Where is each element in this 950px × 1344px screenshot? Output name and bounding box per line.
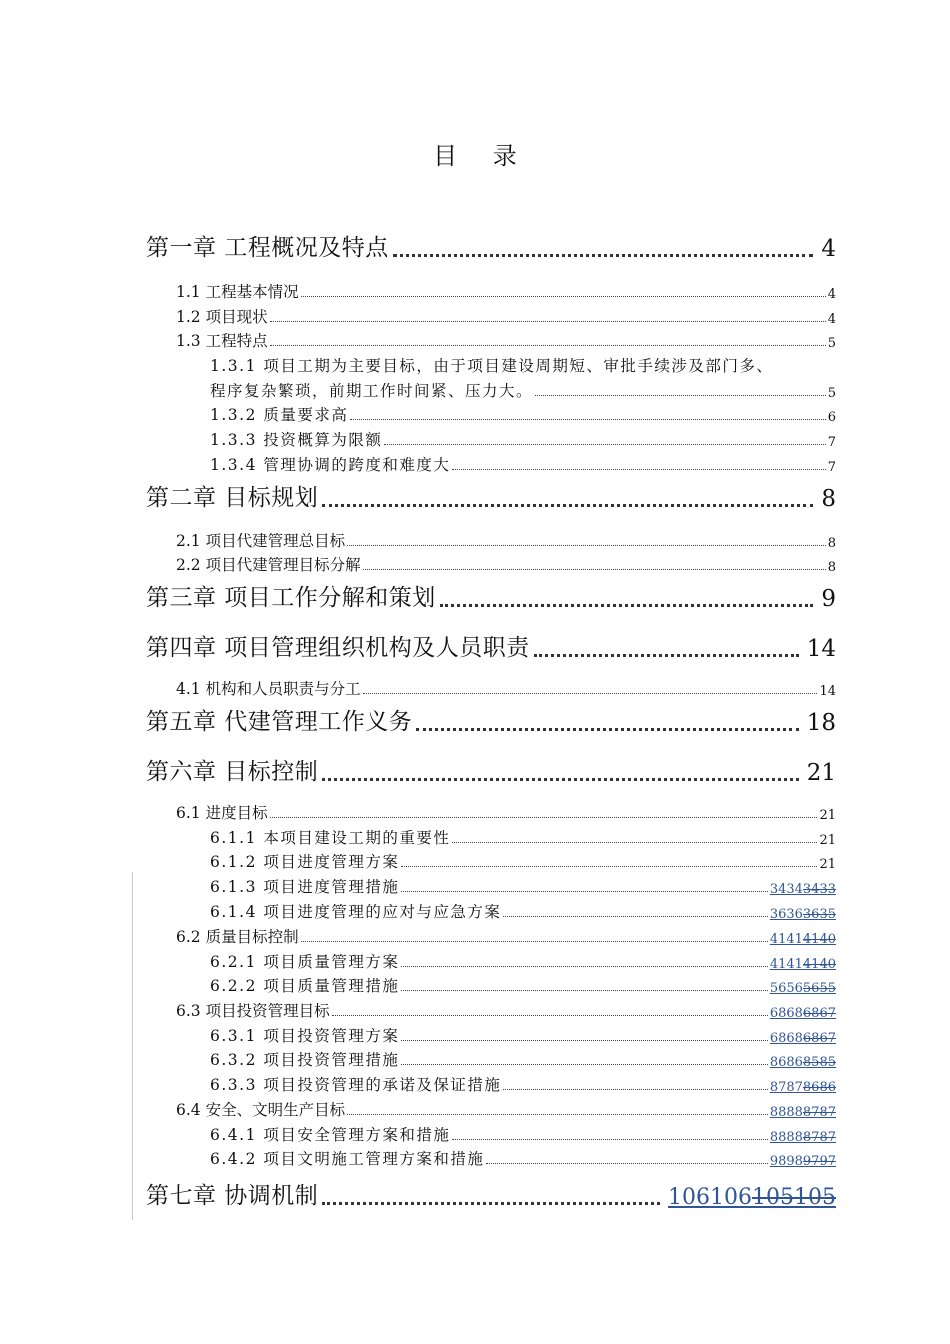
toc-page-number[interactable] [668, 1185, 836, 1210]
toc-entry-label: 6.2 质量目标控制 [176, 928, 299, 946]
page-number-inserted: 8686 [769, 1055, 803, 1070]
page-number-inserted: 8888 [769, 1105, 803, 1120]
page-number-deleted: 5655 [802, 981, 836, 996]
page-number-inserted: 6868 [769, 1006, 803, 1021]
toc-entry-label: 2.2 项目代建管理目标分解 [176, 556, 361, 574]
toc-dot-leader [270, 345, 826, 346]
toc-page-number [807, 710, 836, 736]
toc-entry-label: 6.2.1 项目质量管理方案 [210, 953, 400, 971]
toc-dot-leader [401, 1064, 767, 1065]
page-number-inserted: 8 [827, 536, 836, 551]
page-number-inserted: 9898 [769, 1154, 803, 1169]
toc-dot-leader [416, 728, 798, 731]
toc-entry-label: 1.3 工程特点 [176, 332, 268, 350]
toc-dot-leader [401, 891, 767, 892]
toc-entry-label: 2.1 项目代建管理总目标 [176, 532, 346, 550]
toc-entry-label: 6.3.1 项目投资管理方案 [210, 1027, 400, 1045]
toc-entry[interactable] [210, 449, 836, 475]
toc-dot-leader [503, 1089, 767, 1090]
page-number-inserted: 6868 [769, 1031, 803, 1046]
toc-dot-leader [322, 1202, 660, 1205]
toc-dot-leader [363, 693, 818, 694]
page-number-deleted: 8787 [802, 1105, 836, 1120]
toc-dot-leader [301, 296, 826, 297]
toc-entry[interactable] [210, 871, 836, 897]
toc-dot-leader [350, 419, 825, 420]
toc-entry-label: 6.3.2 项目投资管理措施 [210, 1051, 400, 1069]
toc-entry-label: 1.3.4 管理协调的跨度和难度大 [210, 456, 451, 474]
page-number-deleted: 4140 [802, 932, 836, 947]
toc-page-number[interactable] [770, 932, 836, 947]
toc-page-number [828, 460, 836, 475]
toc-dot-leader [452, 1139, 767, 1140]
toc-entry[interactable] [176, 525, 836, 551]
page-number-inserted: 18 [806, 710, 836, 736]
toc-entry[interactable] [146, 760, 836, 786]
toc-page-number[interactable] [770, 1080, 836, 1095]
toc-page-number[interactable] [770, 1154, 836, 1169]
page-number-inserted: 14 [819, 684, 836, 699]
toc-entry-label: 4.1 机构和人员职责与分工 [176, 680, 361, 698]
toc-dot-leader [440, 604, 814, 607]
page-number-inserted: 4 [827, 312, 836, 327]
toc-entry[interactable] [210, 1143, 836, 1169]
toc-entry[interactable] [210, 946, 836, 972]
toc-entry-label: 6.1.4 项目进度管理的应对与应急方案 [210, 903, 502, 921]
toc-page-number [819, 808, 836, 823]
toc-entry[interactable] [146, 1184, 836, 1210]
page-number-inserted: 5 [827, 386, 836, 401]
toc-page-number[interactable] [770, 1105, 836, 1120]
page-number-deleted: 6867 [802, 1006, 836, 1021]
toc-dot-leader [347, 1114, 768, 1115]
page-number-deleted: 105105 [752, 1185, 836, 1210]
toc-page-number[interactable] [770, 882, 836, 897]
toc-entry[interactable] [210, 1044, 836, 1070]
toc-entry-label: 第四章 项目管理组织机构及人员职责 [146, 635, 530, 661]
toc-dot-leader [401, 966, 767, 967]
toc-dot-leader [486, 1163, 767, 1164]
toc-entry[interactable] [146, 486, 836, 512]
page-number-inserted: 21 [819, 857, 836, 872]
page-number-inserted: 14 [806, 636, 836, 662]
toc-entry-label: 1.3.1 项目工期为主要目标，由于项目建设周期短、审批手续涉及部门多、 [210, 357, 774, 375]
page-number-deleted: 3433 [802, 882, 836, 897]
toc-page-number [828, 560, 836, 575]
page-number-deleted: 9797 [802, 1154, 836, 1169]
page-number-deleted: 3635 [802, 907, 836, 922]
toc-dot-leader [393, 254, 814, 257]
page-number-inserted: 3434 [769, 882, 803, 897]
toc-dot-leader [535, 395, 826, 396]
toc-entry-label: 6.4.2 项目文明施工管理方案和措施 [210, 1150, 485, 1168]
toc-page-number [828, 435, 836, 450]
toc-entry-label: 1.1 工程基本情况 [176, 283, 299, 301]
toc-entry[interactable] [176, 549, 836, 575]
toc-entry[interactable] [176, 797, 836, 823]
toc-entry-label: 第七章 协调机制 [146, 1183, 319, 1209]
toc-entry[interactable] [146, 236, 836, 262]
toc-entry[interactable] [210, 822, 836, 848]
toc-entry-label: 6.1 进度目标 [176, 804, 268, 822]
toc-dot-leader [534, 654, 799, 657]
toc-entry-label: 1.3.3 投资概算为限额 [210, 431, 383, 449]
toc-entry[interactable] [210, 350, 836, 376]
toc-entry-label: 6.3.3 项目投资管理的承诺及保证措施 [210, 1076, 502, 1094]
toc-entry[interactable] [176, 1094, 836, 1120]
toc-page-number[interactable] [770, 981, 836, 996]
toc-page-number [821, 236, 836, 262]
toc-page-number [828, 336, 836, 351]
toc-dot-leader [332, 1015, 768, 1016]
toc-dot-leader [401, 990, 767, 991]
toc-page-number [821, 486, 836, 512]
toc-page-number[interactable] [770, 907, 836, 922]
toc-entry-label: 第三章 项目工作分解和策划 [146, 585, 436, 611]
page-number-inserted: 4 [827, 287, 836, 302]
page-number-inserted: 3636 [769, 907, 803, 922]
page-number-inserted: 7 [827, 435, 836, 450]
toc-page-number [807, 636, 836, 662]
toc-dot-leader [452, 842, 817, 843]
page-number-inserted: 4 [821, 236, 836, 262]
toc-entry-label: 1.3.2 质量要求高 [210, 406, 349, 424]
toc-dot-leader [322, 504, 813, 507]
toc-entry-label: 6.1.2 项目进度管理方案 [210, 853, 400, 871]
toc-entry-label: 第一章 工程概况及特点 [146, 235, 389, 261]
toc-page-number [828, 410, 836, 425]
toc-entry-label: 第六章 目标控制 [146, 759, 319, 785]
toc-entry-label: 1.2 项目现状 [176, 308, 268, 326]
page-number-inserted: 7 [827, 460, 836, 475]
toc-entry[interactable] [176, 995, 836, 1021]
toc-dot-leader [401, 866, 817, 867]
page-number-inserted: 8 [821, 486, 836, 512]
toc-entry[interactable] [210, 896, 836, 922]
toc-entry[interactable] [210, 970, 836, 996]
toc-entry[interactable] [146, 636, 836, 662]
toc-entry[interactable] [146, 710, 836, 736]
toc-entry[interactable] [146, 586, 836, 612]
page-number-inserted: 8888 [769, 1130, 803, 1145]
toc-dot-leader [452, 469, 825, 470]
toc-page-number [821, 586, 836, 612]
toc-entry[interactable] [176, 301, 836, 327]
toc-dot-leader [270, 321, 826, 322]
toc-page-number[interactable] [770, 1055, 836, 1070]
toc-dot-leader [363, 569, 826, 570]
toc-dot-leader [401, 1040, 767, 1041]
page-number-deleted: 8787 [802, 1130, 836, 1145]
toc-dot-leader [384, 444, 825, 445]
toc-entry-label: 6.3 项目投资管理目标 [176, 1002, 330, 1020]
toc-entry[interactable] [210, 399, 836, 425]
toc-entry[interactable] [176, 921, 836, 947]
toc-entry[interactable] [210, 846, 836, 872]
toc-entry[interactable] [210, 1020, 836, 1046]
toc-entry-label: 6.2.2 项目质量管理措施 [210, 977, 400, 995]
toc-entry[interactable] [176, 276, 836, 302]
toc-dot-leader [322, 778, 798, 781]
toc-page-number [807, 760, 836, 786]
page-number-inserted: 21 [819, 808, 836, 823]
toc-dot-leader [301, 941, 768, 942]
toc-page-number [819, 684, 836, 699]
page-number-inserted: 9 [821, 586, 836, 612]
page-number-deleted: 8686 [802, 1080, 836, 1095]
page-title: 目 录 [433, 142, 531, 170]
page-number-inserted: 21 [806, 760, 836, 786]
page-number-inserted: 8787 [769, 1080, 803, 1095]
page-number-inserted: 8 [827, 560, 836, 575]
toc-page-number [819, 857, 836, 872]
page-number-inserted: 106106 [668, 1185, 753, 1210]
toc-entry-label: 第二章 目标规划 [146, 485, 319, 511]
page-number-inserted: 21 [819, 833, 836, 848]
toc-dot-leader [347, 545, 826, 546]
toc-entry[interactable] [210, 424, 836, 450]
toc-entry-label: 第五章 代建管理工作义务 [146, 709, 413, 735]
page-number-inserted: 5656 [769, 981, 803, 996]
toc-dot-leader [270, 817, 818, 818]
toc-dot-leader [503, 916, 767, 917]
toc-entry[interactable] [176, 325, 836, 351]
toc-entry-label: 6.1.1 本项目建设工期的重要性 [210, 829, 451, 847]
toc-entry-label: 6.4 安全、文明生产目标 [176, 1101, 346, 1119]
toc-entry[interactable] [210, 1069, 836, 1095]
page-number-deleted: 6867 [802, 1031, 836, 1046]
toc-entry-label: 程序复杂繁琐，前期工作时间紧、压力大。 [210, 382, 534, 400]
toc-page-number[interactable] [770, 1006, 836, 1021]
toc-entry[interactable] [210, 375, 836, 401]
toc-entry[interactable] [176, 673, 836, 699]
toc-entry-label: 6.4.1 项目安全管理方案和措施 [210, 1126, 451, 1144]
page-number-deleted: 8585 [802, 1055, 836, 1070]
toc-entry-label: 6.1.3 项目进度管理措施 [210, 878, 400, 896]
toc-entry[interactable] [210, 1119, 836, 1145]
toc-page-number [828, 287, 836, 302]
page-number-deleted: 4140 [802, 957, 836, 972]
page-number-inserted: 4141 [769, 957, 803, 972]
page-number-inserted: 5 [827, 336, 836, 351]
page-number-inserted: 4141 [769, 932, 803, 947]
page-number-inserted: 6 [827, 410, 836, 425]
